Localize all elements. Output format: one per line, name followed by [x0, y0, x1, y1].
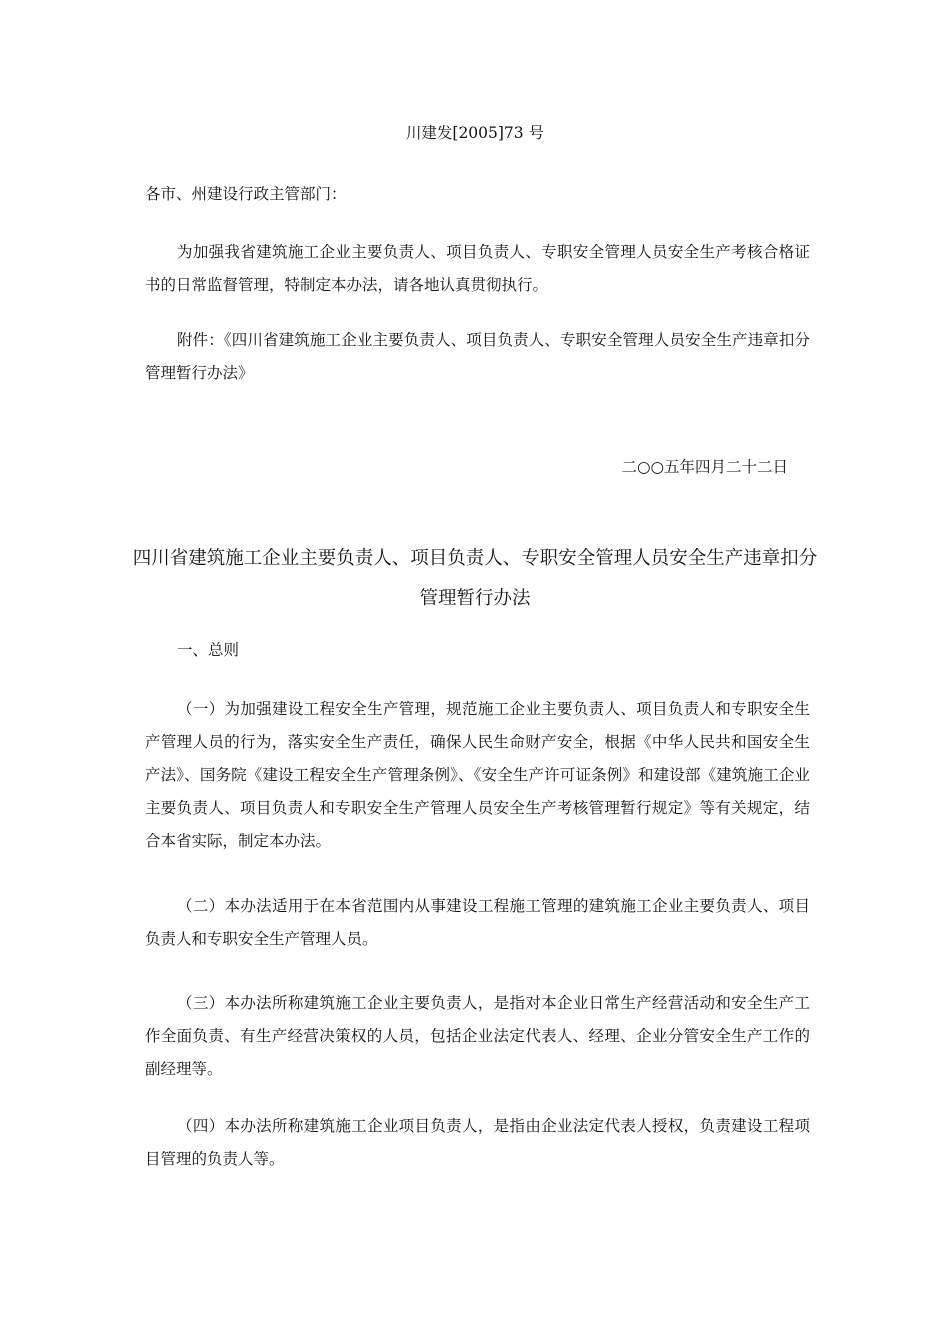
- article-paragraph: （一）为加强建设工程安全生产管理，规范施工企业主要负责人、项目负责人和专职安全生产管理人员的行为，落实安全生产责任，确保人民生命财产安全，根据《中华人民共和国安全生产法》、国务院《建设工程安全生产管理条例》、《安全生产许可证条例》和建设部《建筑施工企业主要负责人、项目负责人和专职安全生产管理人员安全生产考核管理暂行规定》等有关规定，结合本省实际，制定本办法。: [145, 700, 810, 850]
- attachment-paragraph: 附件：《四川省建筑施工企业主要负责人、项目负责人、专职安全管理人员安全生产违章扣分管理暂行办法》: [145, 331, 810, 382]
- salutation: 各市、州建设行政主管部门：: [145, 185, 347, 203]
- document-title: 四川省建筑施工企业主要负责人、项目负责人、专职安全管理人员安全生产违章扣分管理暂行办法: [132, 548, 818, 609]
- article-paragraph: （四）本办法所称建筑施工企业项目负责人，是指由企业法定代表人授权，负责建设工程项目管理的负责人等。: [145, 1117, 810, 1168]
- article-paragraph: （三）本办法所称建筑施工企业主要负责人，是指对本企业日常生产经营活动和安全生产工作全面负责、有生产经营决策权的人员，包括企业法定代表人、经理、企业分管安全生产工作的副经理等。: [145, 994, 810, 1078]
- issue-date: 二○○五年四月二十二日: [621, 458, 788, 476]
- intro-paragraph: 为加强我省建筑施工企业主要负责人、项目负责人、专职安全管理人员安全生产考核合格证书的日常监督管理，特制定本办法，请各地认真贯彻执行。: [145, 243, 810, 294]
- document-number: 川建发[2005]73 号: [405, 124, 545, 142]
- section-heading: 一、总则: [177, 641, 240, 659]
- article-paragraph: （二）本办法适用于在本省范围内从事建设工程施工管理的建筑施工企业主要负责人、项目负责人和专职安全生产管理人员。: [145, 897, 810, 948]
